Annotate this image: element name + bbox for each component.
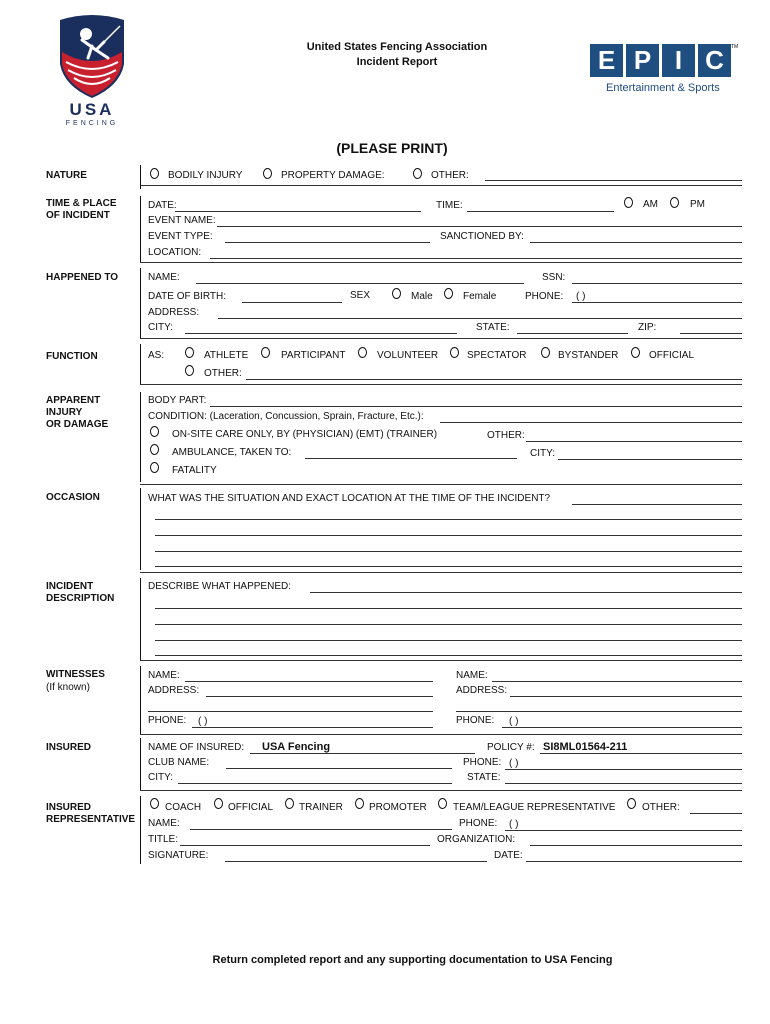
occasion-field[interactable] <box>572 504 742 505</box>
rep-title-field[interactable] <box>180 845 430 846</box>
epic-letter-box: C <box>698 44 731 77</box>
event-type-label: EVENT TYPE: <box>148 231 213 242</box>
policy-field <box>540 753 742 754</box>
date-field[interactable] <box>175 211 421 212</box>
section-bar <box>140 268 141 338</box>
witness1-phone-label: PHONE: <box>148 715 187 726</box>
describe-line[interactable] <box>155 640 742 641</box>
nature-other-label: OTHER: <box>431 170 469 181</box>
name-of-insured-value[interactable]: USA Fencing <box>262 741 331 753</box>
signature-field[interactable] <box>225 861 487 862</box>
ambulance-city-label: CITY: <box>530 448 556 459</box>
witness1-phone-field[interactable]: ( ) <box>198 716 208 727</box>
rep-other-field[interactable] <box>690 813 742 814</box>
nature-other-radio[interactable] <box>413 168 422 179</box>
section-divider <box>140 185 742 186</box>
usa-fencing-logo <box>52 12 132 130</box>
section-label-function: FUNCTION <box>46 351 98 362</box>
rep-other-label: OTHER: <box>642 802 680 813</box>
injury-other-field[interactable] <box>526 441 742 442</box>
female-label: Female <box>463 291 497 302</box>
witness1-address-line2[interactable] <box>148 711 433 712</box>
spectator-radio[interactable] <box>450 347 459 358</box>
section-label-incident-description: INCIDENT DESCRIPTION <box>46 581 115 604</box>
ambulance-label: AMBULANCE, TAKEN TO: <box>172 447 292 458</box>
fencing-logo-subtext: FENCING <box>65 120 119 127</box>
org-title: United States Fencing Association <box>306 41 488 53</box>
volunteer-label: VOLUNTEER <box>377 350 439 361</box>
property-damage-radio[interactable] <box>263 168 272 179</box>
bystander-radio[interactable] <box>541 347 550 358</box>
describe-prompt: DESCRIBE WHAT HAPPENED: <box>148 581 291 592</box>
witness1-address-field[interactable] <box>206 696 433 697</box>
section-bar <box>140 578 141 660</box>
team-rep-label: TEAM/LEAGUE REPRESENTATIVE <box>453 802 616 813</box>
policy-value[interactable]: SI8ML01564-211 <box>543 741 628 753</box>
section-label-occasion: OCCASION <box>46 492 100 503</box>
phone-label: PHONE: <box>525 291 564 302</box>
rep-phone-label: PHONE: <box>459 818 498 829</box>
state-field[interactable] <box>517 333 628 334</box>
section-label-witnesses: WITNESSES <box>46 669 105 680</box>
describe-line[interactable] <box>155 624 742 625</box>
athlete-label: ATHLETE <box>204 350 249 361</box>
male-label: Male <box>411 291 433 302</box>
rep-phone-underline <box>505 830 742 831</box>
am-label: AM <box>643 199 658 210</box>
insured-phone-underline <box>505 769 742 770</box>
dob-field[interactable] <box>242 302 342 303</box>
section-label-happened-to: HAPPENED TO <box>46 272 119 283</box>
witness2-phone-underline <box>502 727 742 728</box>
witness2-address-label: ADDRESS: <box>456 685 508 696</box>
insured-phone-field[interactable]: ( ) <box>509 758 519 769</box>
witness2-address-line2[interactable] <box>456 711 742 712</box>
describe-line[interactable] <box>155 655 742 656</box>
section-bar <box>140 666 141 734</box>
witness2-phone-label: PHONE: <box>456 715 495 726</box>
nature-other-field[interactable] <box>485 180 742 181</box>
section-bar <box>140 392 141 482</box>
time-label: TIME: <box>436 200 463 211</box>
am-radio[interactable] <box>624 197 633 208</box>
city-field[interactable] <box>185 333 457 334</box>
promoter-label: PROMOTER <box>369 802 427 813</box>
section-label-nature: NATURE <box>46 170 87 181</box>
rep-name-label: NAME: <box>148 818 180 829</box>
section-divider <box>140 338 742 339</box>
person-name-field[interactable] <box>196 283 524 284</box>
dob-label: DATE OF BIRTH: <box>148 291 226 302</box>
bodily-injury-label: BODILY INJURY <box>168 170 243 181</box>
section-bar <box>140 488 141 570</box>
usa-logo-text: USA <box>69 100 115 119</box>
section-divider <box>140 262 742 263</box>
bodily-injury-radio[interactable] <box>150 168 159 179</box>
trainer-label: TRAINER <box>299 802 343 813</box>
event-name-label: EVENT NAME: <box>148 215 216 226</box>
section-bar <box>140 196 141 262</box>
epic-letter-box: P <box>626 44 659 77</box>
doc-title: Incident Report <box>356 56 438 68</box>
condition-label: CONDITION: (Laceration, Concussion, Sprain, Fracture, Etc.): <box>148 411 424 422</box>
ssn-field[interactable] <box>572 283 742 284</box>
body-part-label: BODY PART: <box>148 395 207 406</box>
witness1-name-label: NAME: <box>148 670 180 681</box>
describe-line[interactable] <box>155 608 742 609</box>
section-divider <box>140 660 742 661</box>
function-other-label: OTHER: <box>204 368 242 379</box>
function-other-field[interactable] <box>246 379 742 380</box>
insured-city-label: CITY: <box>148 772 174 783</box>
occasion-line[interactable] <box>155 566 742 567</box>
organization-label: ORGANIZATION: <box>437 834 516 845</box>
organization-field[interactable] <box>530 845 742 846</box>
rep-official-label: OFFICIAL <box>228 802 274 813</box>
location-label: LOCATION: <box>148 247 202 258</box>
promoter-radio[interactable] <box>355 798 364 809</box>
condition-field[interactable] <box>440 422 742 423</box>
section-label-insured-rep: INSURED REPRESENTATIVE <box>46 802 136 825</box>
bystander-label: BYSTANDER <box>558 350 619 361</box>
rep-other-radio[interactable] <box>627 798 636 809</box>
witness2-name-field[interactable] <box>492 681 742 682</box>
section-divider <box>140 790 742 791</box>
zip-field[interactable] <box>680 333 742 334</box>
section-sublabel-witnesses: (If known) <box>46 682 90 693</box>
fatality-radio[interactable] <box>150 462 159 473</box>
section-divider <box>140 384 742 385</box>
sanctioned-by-field[interactable] <box>530 242 742 243</box>
participant-radio[interactable] <box>261 347 270 358</box>
policy-label: POLICY #: <box>487 742 535 753</box>
section-label-insured: INSURED <box>46 742 92 753</box>
coach-radio[interactable] <box>150 798 159 809</box>
phone-field[interactable]: ( ) <box>576 291 586 302</box>
witness2-phone-field[interactable]: ( ) <box>509 716 519 727</box>
insured-city-field[interactable] <box>178 783 452 784</box>
epic-logo-subtext: Entertainment & Sports <box>606 82 720 94</box>
rep-date-field[interactable] <box>526 861 742 862</box>
insured-phone-label: PHONE: <box>463 757 502 768</box>
phone-underline <box>572 302 742 303</box>
footer-note: Return completed report and any supporting documentation to USA Fencing <box>212 954 613 966</box>
section-divider <box>140 572 742 573</box>
occasion-question: WHAT WAS THE SITUATION AND EXACT LOCATION AT THE TIME OF THE INCIDENT? <box>148 493 551 504</box>
ssn-label: SSN: <box>542 272 566 283</box>
onsite-care-radio[interactable] <box>150 426 159 437</box>
epic-letter-box: E <box>590 44 623 77</box>
occasion-line[interactable] <box>155 551 742 552</box>
sanctioned-by-label: SANCTIONED BY: <box>440 231 524 242</box>
name-of-insured-label: NAME OF INSURED: <box>148 742 245 753</box>
date-label: DATE: <box>148 200 177 211</box>
name-of-insured-field <box>250 753 475 754</box>
rep-date-label: DATE: <box>494 850 523 861</box>
witness1-name-field[interactable] <box>185 681 433 682</box>
occasion-line[interactable] <box>155 535 742 536</box>
location-field[interactable] <box>210 258 742 259</box>
ambulance-field[interactable] <box>305 458 517 459</box>
epic-letter-box: I <box>662 44 695 77</box>
club-name-label: CLUB NAME: <box>148 757 210 768</box>
insured-state-field[interactable] <box>505 783 742 784</box>
athlete-radio[interactable] <box>185 347 194 358</box>
volunteer-radio[interactable] <box>358 347 367 358</box>
male-radio[interactable] <box>392 288 401 299</box>
witness1-phone-underline <box>192 727 433 728</box>
event-type-field[interactable] <box>225 242 430 243</box>
ambulance-radio[interactable] <box>150 444 159 455</box>
pm-label: PM <box>690 199 705 210</box>
team-rep-radio[interactable] <box>438 798 447 809</box>
time-field[interactable] <box>467 211 614 212</box>
section-bar <box>140 738 141 790</box>
as-label: AS: <box>148 350 165 361</box>
ambulance-city-field[interactable] <box>558 459 742 460</box>
section-bar <box>140 344 141 384</box>
section-label-time-place: TIME & PLACE OF INCIDENT <box>46 198 117 221</box>
person-name-label: NAME: <box>148 272 180 283</box>
spectator-label: SPECTATOR <box>467 350 527 361</box>
function-other-radio[interactable] <box>185 365 194 376</box>
describe-field[interactable] <box>310 592 742 593</box>
body-part-field[interactable] <box>210 406 742 407</box>
property-damage-label: PROPERTY DAMAGE: <box>281 170 385 181</box>
occasion-line[interactable] <box>155 519 742 520</box>
sex-label: SEX <box>350 290 371 301</box>
rep-phone-field[interactable]: ( ) <box>509 819 519 830</box>
participant-label: PARTICIPANT <box>281 350 346 361</box>
section-bar <box>140 796 141 864</box>
rep-official-radio[interactable] <box>214 798 223 809</box>
section-divider <box>140 484 742 485</box>
witness1-address-label: ADDRESS: <box>148 685 200 696</box>
coach-label: COACH <box>165 802 202 813</box>
section-bar <box>140 165 141 189</box>
address-label: ADDRESS: <box>148 307 200 318</box>
section-divider <box>140 734 742 735</box>
please-print-heading: (PLEASE PRINT) <box>336 140 448 156</box>
fatality-label: FATALITY <box>172 465 217 476</box>
address-field[interactable] <box>218 318 742 319</box>
signature-label: SIGNATURE: <box>148 850 209 861</box>
state-label: STATE: <box>476 322 510 333</box>
epic-tm: TM <box>731 44 739 50</box>
rep-title-label: TITLE: <box>148 834 179 845</box>
epic-logo <box>590 44 738 98</box>
injury-other-label: OTHER: <box>487 430 525 441</box>
insured-state-label: STATE: <box>467 772 501 783</box>
fencer-shield-icon <box>52 12 132 102</box>
witness2-address-field[interactable] <box>510 696 742 697</box>
official-radio[interactable] <box>631 347 640 358</box>
witness2-name-label: NAME: <box>456 670 488 681</box>
city-label: CITY: <box>148 322 174 333</box>
club-name-field[interactable] <box>226 768 452 769</box>
onsite-care-label: ON-SITE CARE ONLY, BY (PHYSICIAN) (EMT) (TRAINER) <box>172 429 438 440</box>
pm-radio[interactable] <box>670 197 679 208</box>
rep-name-field[interactable] <box>190 829 452 830</box>
section-label-apparent-injury: APPARENT INJURY OR DAMAGE <box>46 395 109 430</box>
event-name-field[interactable] <box>217 226 742 227</box>
trainer-radio[interactable] <box>285 798 294 809</box>
female-radio[interactable] <box>444 288 453 299</box>
zip-label: ZIP: <box>638 322 657 333</box>
official-label: OFFICIAL <box>649 350 695 361</box>
